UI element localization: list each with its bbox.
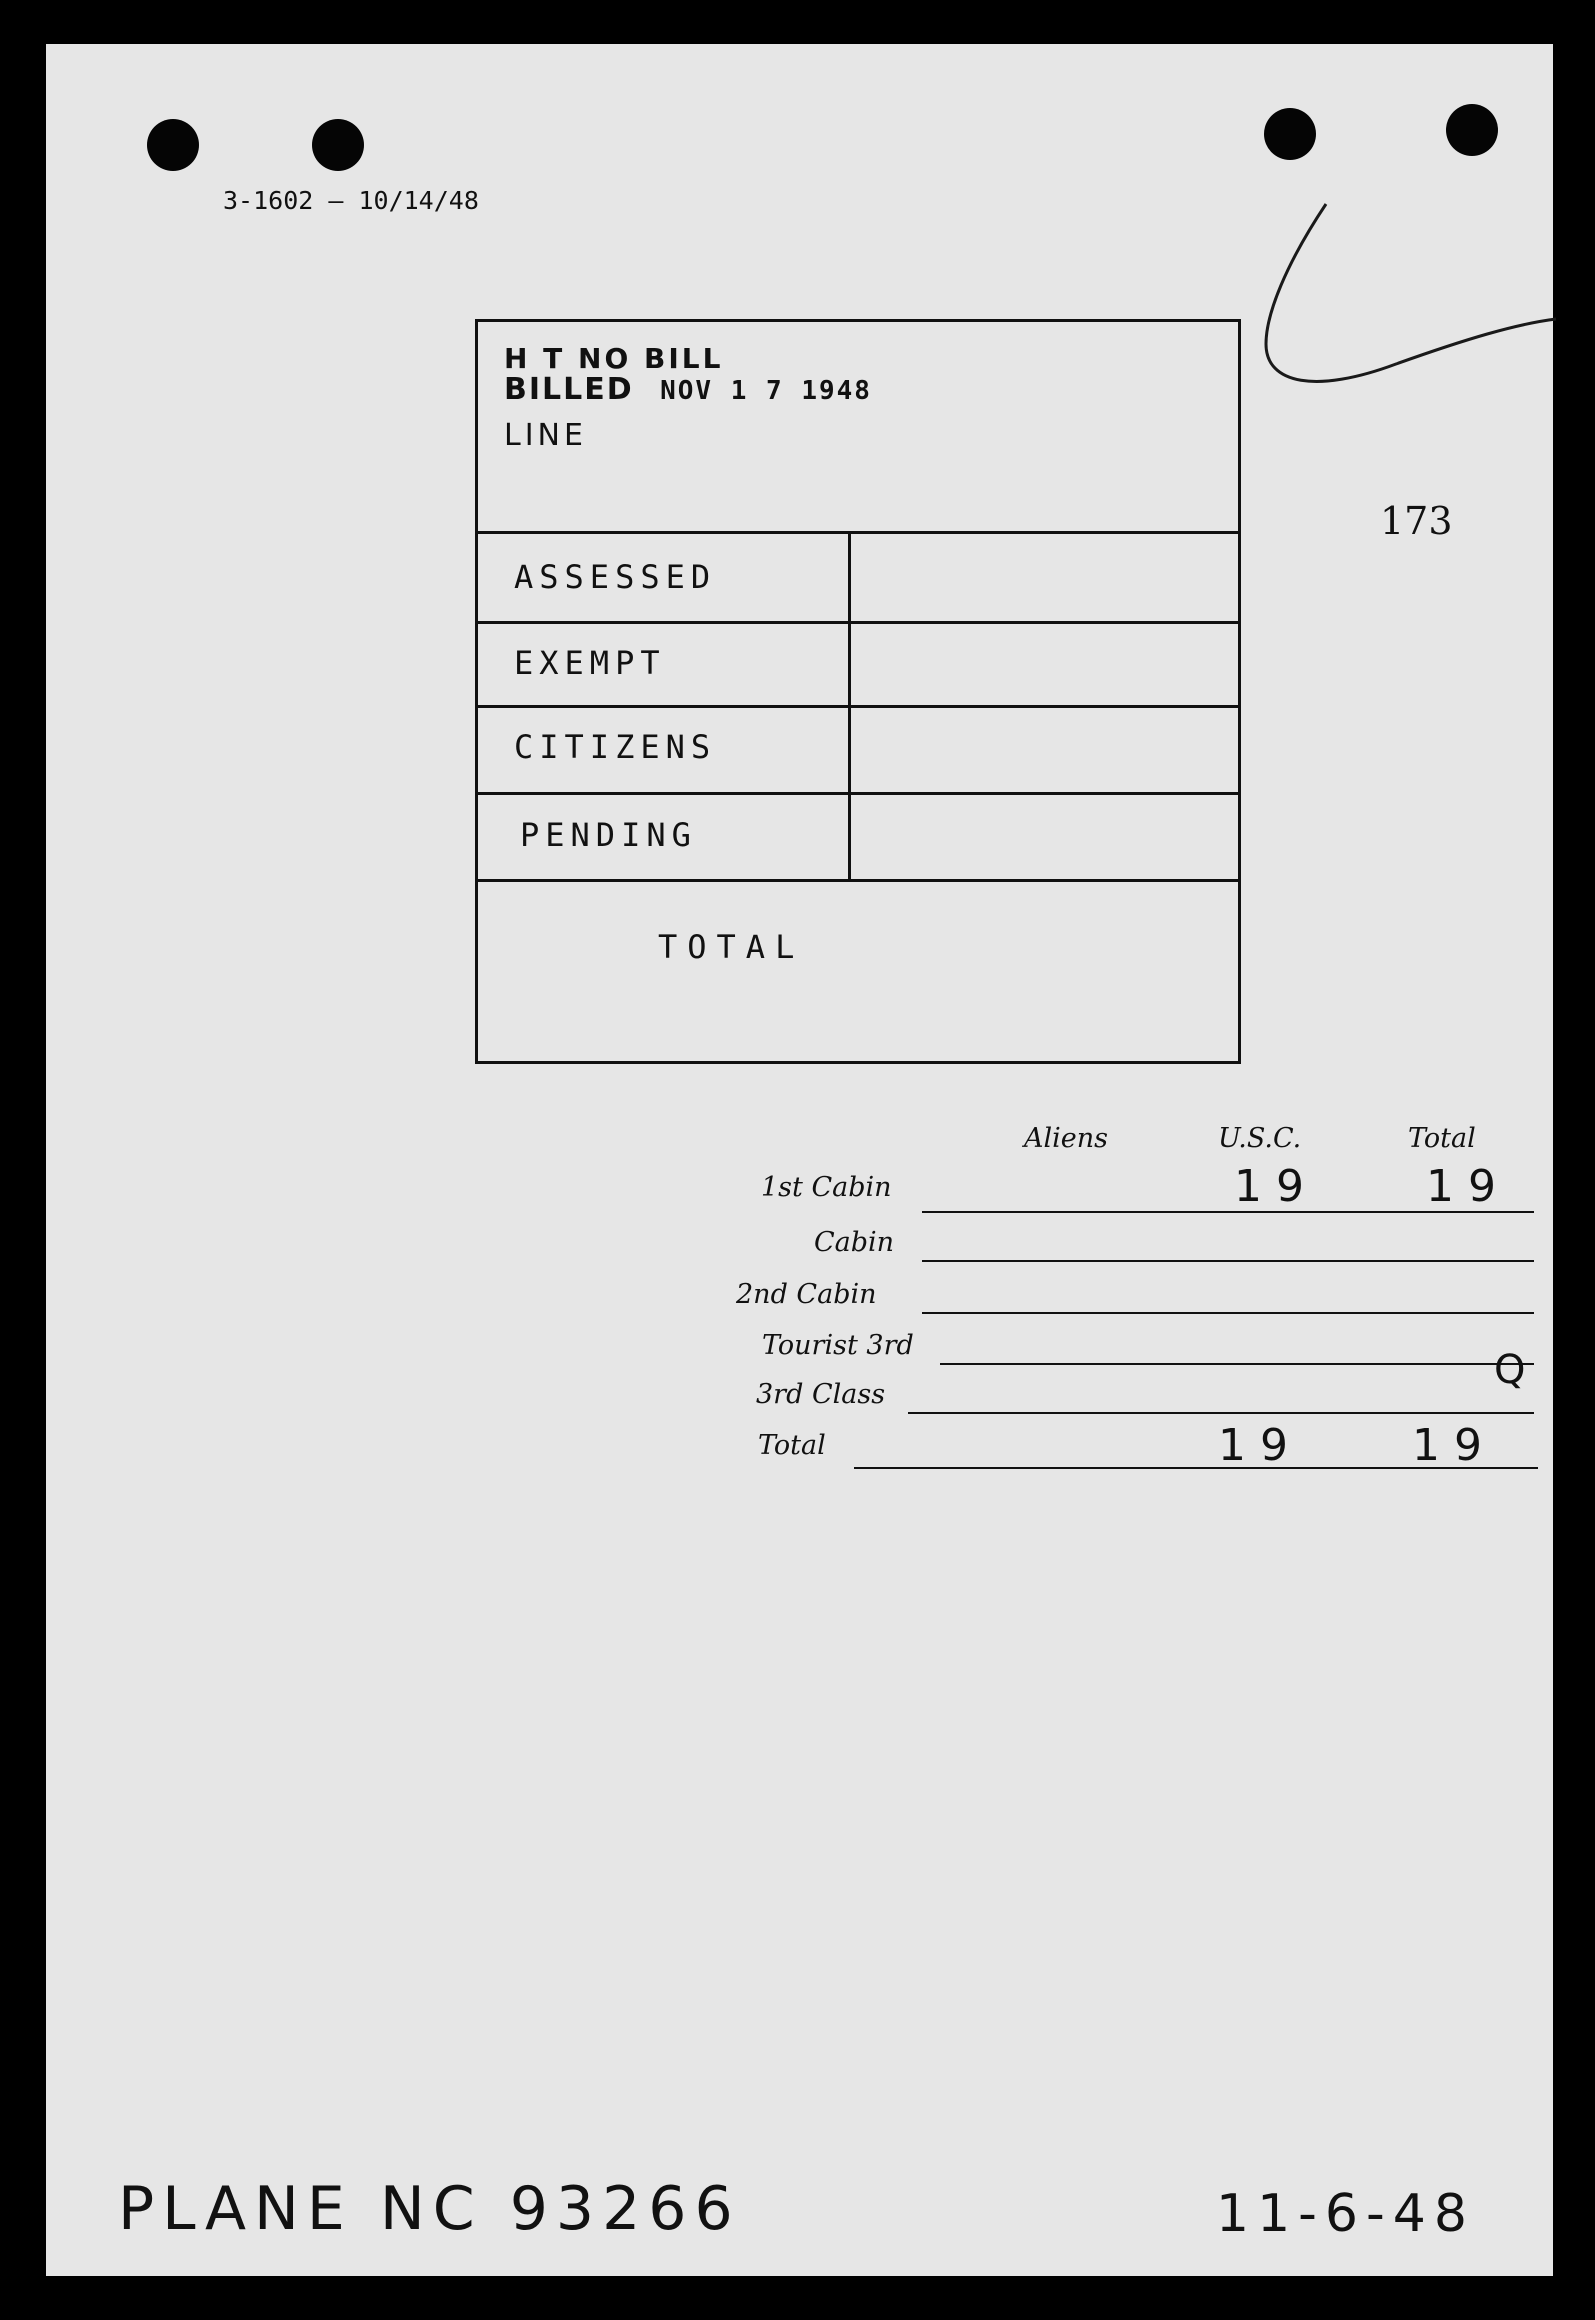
ledger-underline	[940, 1363, 1534, 1365]
footer-date: 11-6-48	[1216, 2184, 1475, 2244]
row-divider	[478, 531, 1240, 534]
column-header-aliens: Aliens	[1024, 1123, 1108, 1154]
row-label-citizens: CITIZENS	[514, 728, 717, 766]
stamp-line-billed	[504, 372, 872, 407]
punch-hole	[312, 119, 364, 171]
stamp-line-hold: H T NO BILL	[504, 342, 724, 375]
row-label-assessed: ASSESSED	[514, 558, 717, 596]
ledger-row-label: Tourist 3rd	[762, 1330, 914, 1361]
row-divider	[478, 879, 1240, 882]
row-divider	[478, 621, 1240, 624]
column-header-usc: U.S.C.	[1218, 1123, 1302, 1154]
ledger-underline	[922, 1312, 1534, 1314]
billed-date: NOV 1 7 1948	[660, 376, 872, 406]
stamp-box	[475, 319, 1241, 1064]
column-header-total: Total	[1408, 1123, 1476, 1154]
ledger-row-label: 3rd Class	[756, 1379, 886, 1410]
page-number: 173	[1380, 499, 1453, 543]
row-label-pending: PENDING	[520, 816, 697, 854]
ledger-value-usc: 19	[1218, 1420, 1302, 1471]
ledger-value-total: 19	[1412, 1420, 1496, 1471]
ledger-value-total: 19	[1426, 1161, 1510, 1212]
ledger-row-label: 1st Cabin	[761, 1172, 892, 1203]
ledger-underline	[908, 1412, 1534, 1414]
ledger-row-label: Cabin	[814, 1227, 895, 1258]
column-divider	[848, 531, 851, 881]
reference-number: 3-1602 — 10/14/48	[223, 186, 479, 215]
punch-hole	[147, 119, 199, 171]
stamp-line-line: LINE	[504, 418, 587, 453]
ledger-value-usc: 19	[1234, 1161, 1318, 1212]
document-sheet	[46, 44, 1553, 2276]
row-divider	[478, 792, 1240, 795]
pencil-curve-mark	[1206, 144, 1566, 424]
side-mark: Q	[1494, 1347, 1526, 1393]
ledger-underline	[922, 1260, 1534, 1262]
row-label-exempt: EXEMPT	[514, 644, 666, 682]
plane-number: PLANE NC 93266	[118, 2174, 741, 2244]
ledger-row-label: 2nd Cabin	[736, 1279, 877, 1310]
billed-label: BILLED	[504, 372, 634, 407]
row-divider	[478, 705, 1240, 708]
ledger-row-label: Total	[758, 1430, 826, 1461]
row-label-total: TOTAL	[658, 928, 805, 966]
